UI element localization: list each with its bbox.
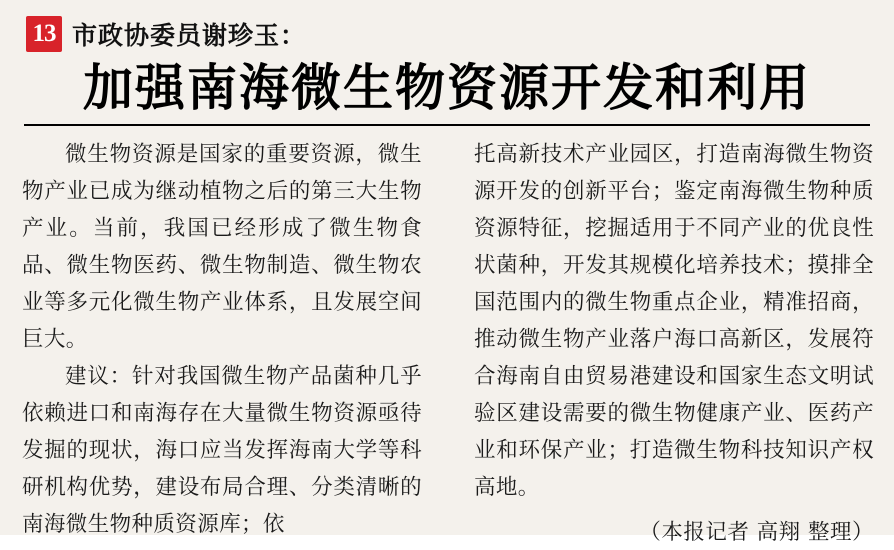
article-column-left	[22, 136, 422, 543]
page-number-badge: 13	[26, 16, 62, 52]
article-body	[22, 136, 872, 550]
article-column-right	[474, 136, 874, 550]
paragraph: 托高新技术产业园区，打造南海微生物资源开发的创新平台；鉴定南海微生物种质资源特征，挖掘适用于不同产业的优良性状菌种，开发其规模化培养技术；摸排全国范围内的微生物重点企业，精准招商，推动微生物产业落户海口高新区，发展符合海南自由贸易港建设和国家生态文明试验区建设需要的微生物健康产业、医药产业和环保产业；打造微生物科技知识产权高地。	[474, 142, 874, 500]
headline-divider	[24, 124, 870, 126]
article-kicker-row	[26, 14, 872, 54]
article-byline: （本报记者 高翔 整理）	[639, 520, 874, 545]
paragraph: 微生物资源是国家的重要资源，微生物产业已成为继动植物之后的第三大生物产业。当前，我国已经形成了微生物食品、微生物医药、微生物制造、微生物农业等多元化微生物产业体系，且发展空间巨大。	[22, 142, 422, 352]
paragraph: 建议：针对我国微生物产品菌种几乎依赖进口和南海存在大量微生物资源亟待发掘的现状，海口应当发挥海南大学等科研机构优势，建设布局合理、分类清晰的南海微生物种质资源库；依	[22, 364, 422, 537]
article-kicker: 市政协委员谢珍玉：	[72, 21, 307, 50]
page-title: 加强南海微生物资源开发和利用	[83, 59, 811, 117]
